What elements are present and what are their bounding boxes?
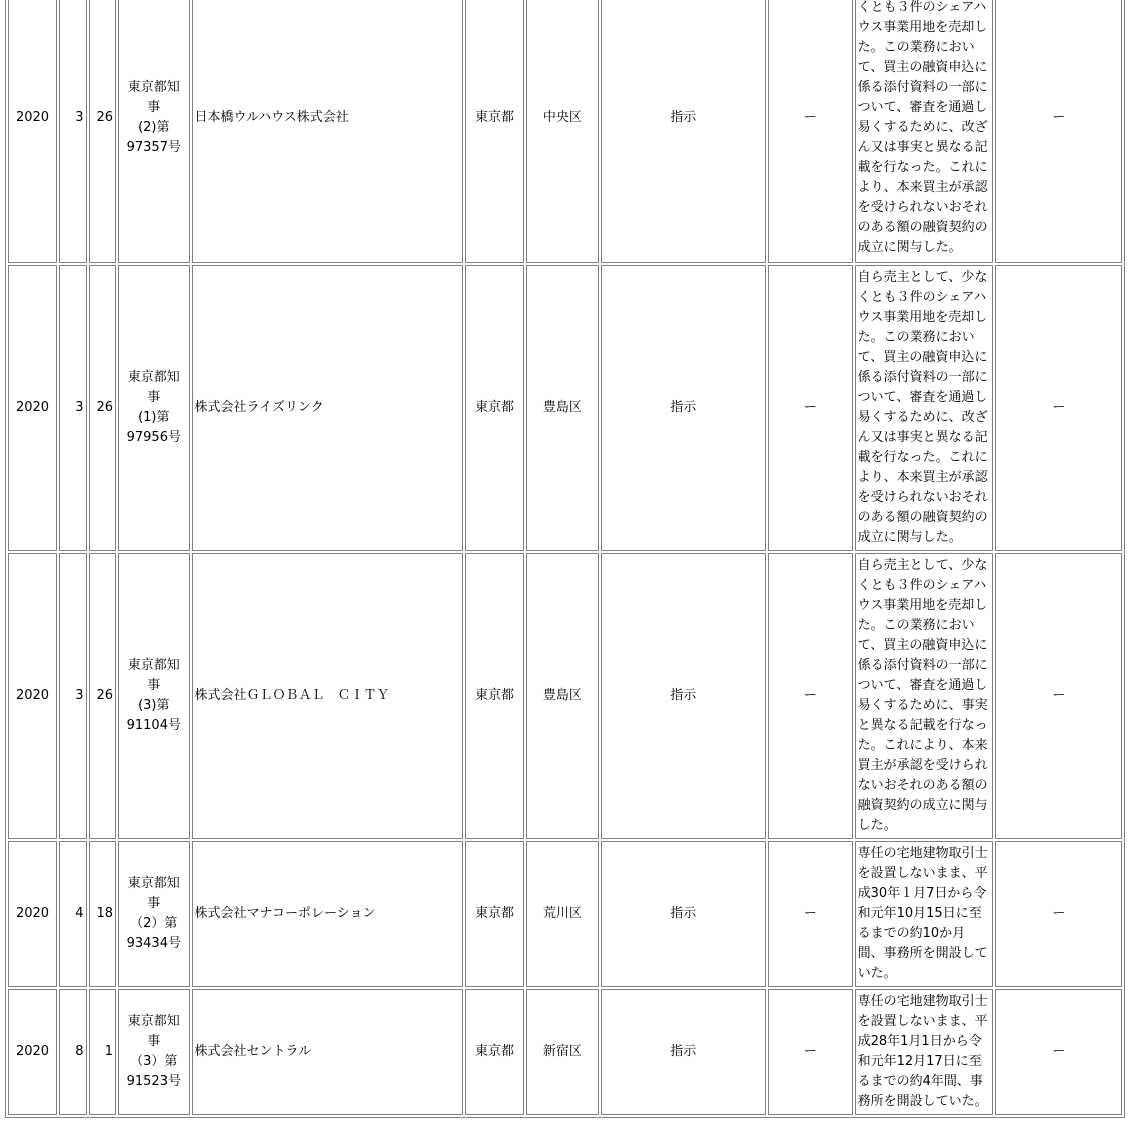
reason-line: て、買主の融資申込に: [857, 350, 988, 365]
company-name-cell: 株式会社マナコーポレーション: [192, 841, 463, 987]
period-cell: ー: [768, 265, 853, 551]
company-name-cell: 日本橋ウルハウス株式会社: [192, 0, 463, 263]
license-line: 事: [147, 390, 161, 405]
license-cell: [118, 265, 189, 551]
disposition-type-cell: 指示: [601, 841, 766, 987]
remarks-cell: ー: [995, 553, 1122, 839]
license-cell: [118, 553, 189, 839]
reason-line: くとも３件のシェアハ: [857, 578, 987, 593]
reason-cell: [855, 841, 994, 987]
license-line: 東京都知: [127, 80, 180, 95]
reason-line: た。この業務におい: [857, 618, 975, 633]
reason-line: ついて、審査を通過し: [857, 100, 988, 115]
reason-line: 間、事務所を開設して: [857, 946, 988, 961]
reason-line: 成立に関与した。: [857, 240, 962, 255]
license-line: 97357号: [126, 140, 181, 155]
disposition-type-cell: 指示: [601, 553, 766, 839]
reason-line: ウス事業用地を売却し: [857, 20, 988, 35]
license-line: 東京都知: [127, 658, 180, 673]
reason-line: を設置しないまま、平: [857, 866, 988, 881]
reason-line: を受けられないおそれ: [857, 490, 988, 505]
reason-cell: [855, 989, 994, 1115]
reason-line: 載を行なった。これに: [857, 450, 988, 465]
reason-line: ん又は事実と異なる記: [857, 140, 988, 155]
license-line: 事: [147, 678, 161, 693]
reason-cell: [855, 0, 994, 263]
license-line: 事: [147, 896, 161, 911]
month-cell: 3: [59, 0, 87, 263]
reason-line: ついて、審査を通過し: [857, 678, 988, 693]
remarks-cell: ー: [995, 841, 1122, 987]
license-line: 97956号: [126, 430, 181, 445]
reason-line: ないおそれのある額の: [857, 778, 988, 793]
year-cell: 2020: [8, 553, 57, 839]
reason-line: 和元年10月15日に至: [857, 906, 982, 921]
prefecture-cell: 東京都: [465, 989, 524, 1115]
month-cell: 4: [59, 841, 87, 987]
company-name-cell: 株式会社ライズリンク: [192, 265, 463, 551]
license-line: 91104号: [126, 718, 181, 733]
reason-line: て、買主の融資申込に: [857, 60, 988, 75]
reason-line: た。この業務におい: [857, 40, 975, 55]
license-line: 91523号: [126, 1074, 181, 1089]
reason-line: 載を行なった。これに: [857, 160, 988, 175]
license-cell: [118, 0, 189, 263]
prefecture-cell: 東京都: [465, 0, 524, 263]
reason-line: 和元年12月17日に至: [857, 1054, 982, 1069]
period-cell: ー: [768, 0, 853, 263]
reason-line: 自ら売主として、少な: [857, 558, 988, 573]
prefecture-cell: 東京都: [465, 265, 524, 551]
reason-line: 易くするために、改ざ: [857, 120, 988, 135]
disposition-table: [5, 0, 1125, 1118]
license-line: 事: [147, 1034, 161, 1049]
table-row: [8, 989, 1122, 1115]
table-row: [8, 553, 1122, 839]
remarks-cell: ー: [995, 989, 1122, 1115]
reason-line: るまでの約10か月: [857, 926, 966, 941]
license-line: 東京都知: [127, 1014, 180, 1029]
license-line: 東京都知: [127, 370, 180, 385]
reason-line: ウス事業用地を売却し: [857, 598, 988, 613]
month-cell: 3: [59, 553, 87, 839]
period-cell: ー: [768, 553, 853, 839]
license-line: (2)第: [138, 120, 170, 135]
disposition-type-cell: 指示: [601, 989, 766, 1115]
reason-line: 自ら売主として、少な: [857, 270, 988, 285]
reason-line: 融資契約の成立に関与: [857, 798, 988, 813]
year-cell: 2020: [8, 841, 57, 987]
day-cell: 1: [89, 989, 117, 1115]
reason-line: より、本来買主が承認: [857, 180, 988, 195]
reason-line: くとも３件のシェアハ: [857, 0, 987, 15]
reason-line: 買主が承認を受けられ: [857, 758, 988, 773]
reason-line: を設置しないまま、平: [857, 1014, 988, 1029]
disposition-type-cell: 指示: [601, 265, 766, 551]
license-cell: [118, 841, 189, 987]
license-line: (3)第: [138, 698, 170, 713]
reason-line: 専任の宅地建物取引士: [857, 846, 988, 861]
prefecture-cell: 東京都: [465, 553, 524, 839]
remarks-cell: ー: [995, 0, 1122, 263]
year-cell: 2020: [8, 265, 57, 551]
reason-line: 務所を開設していた。: [857, 1094, 988, 1109]
company-name-cell: 株式会社セントラル: [192, 989, 463, 1115]
reason-line: 易くするために、改ざ: [857, 410, 988, 425]
remarks-cell: ー: [995, 265, 1122, 551]
table-row: [8, 0, 1122, 263]
day-cell: 26: [89, 265, 117, 551]
reason-line: 係る添付資料の一部に: [857, 658, 988, 673]
day-cell: 26: [89, 0, 117, 263]
day-cell: 26: [89, 553, 117, 839]
reason-line: 成立に関与した。: [857, 530, 962, 545]
month-cell: 3: [59, 265, 87, 551]
reason-line: のある額の融資契約の: [857, 220, 988, 235]
reason-line: 専任の宅地建物取引士: [857, 994, 988, 1009]
reason-line: た。この業務におい: [857, 330, 975, 345]
reason-line: のある額の融資契約の: [857, 510, 988, 525]
license-line: （2）第: [130, 916, 178, 931]
license-line: （3）第: [130, 1054, 178, 1069]
reason-line: した。: [857, 818, 897, 833]
reason-line: た。これにより、本来: [857, 738, 988, 753]
license-cell: [118, 989, 189, 1115]
license-line: 東京都知: [127, 876, 180, 891]
period-cell: ー: [768, 989, 853, 1115]
reason-line: を受けられないおそれ: [857, 200, 988, 215]
prefecture-cell: 東京都: [465, 841, 524, 987]
reason-line: ん又は事実と異なる記: [857, 430, 988, 445]
reason-line: と異なる記載を行なっ: [857, 718, 988, 733]
disposition-type-cell: 指示: [601, 0, 766, 263]
reason-line: 成28年1月1日から令: [857, 1034, 982, 1049]
year-cell: 2020: [8, 0, 57, 263]
company-name-cell: 株式会社ＧＬＯＢＡＬ ＣＩＴＹ: [192, 553, 463, 839]
city-cell: 豊島区: [526, 265, 598, 551]
reason-line: より、本来買主が承認: [857, 470, 988, 485]
table-row: [8, 841, 1122, 987]
reason-line: るまでの約4年間、事: [857, 1074, 983, 1089]
year-cell: 2020: [8, 989, 57, 1115]
license-line: 事: [147, 100, 161, 115]
reason-line: 易くするために、事実: [857, 698, 988, 713]
reason-line: 係る添付資料の一部に: [857, 80, 988, 95]
month-cell: 8: [59, 989, 87, 1115]
license-line: (1)第: [138, 410, 170, 425]
day-cell: 18: [89, 841, 117, 987]
period-cell: ー: [768, 841, 853, 987]
reason-line: いた。: [857, 966, 897, 981]
table-row: [8, 265, 1122, 551]
city-cell: 豊島区: [526, 553, 598, 839]
reason-cell: [855, 265, 994, 551]
reason-line: て、買主の融資申込に: [857, 638, 988, 653]
license-line: 93434号: [126, 936, 181, 951]
reason-line: ウス事業用地を売却し: [857, 310, 988, 325]
reason-cell: [855, 553, 994, 839]
table-body: [8, 0, 1122, 1115]
reason-line: くとも３件のシェアハ: [857, 290, 987, 305]
city-cell: 荒川区: [526, 841, 598, 987]
reason-line: 成30年１月7日から令: [857, 886, 987, 901]
city-cell: 新宿区: [526, 989, 598, 1115]
reason-line: ついて、審査を通過し: [857, 390, 988, 405]
city-cell: 中央区: [526, 0, 598, 263]
reason-line: 係る添付資料の一部に: [857, 370, 988, 385]
